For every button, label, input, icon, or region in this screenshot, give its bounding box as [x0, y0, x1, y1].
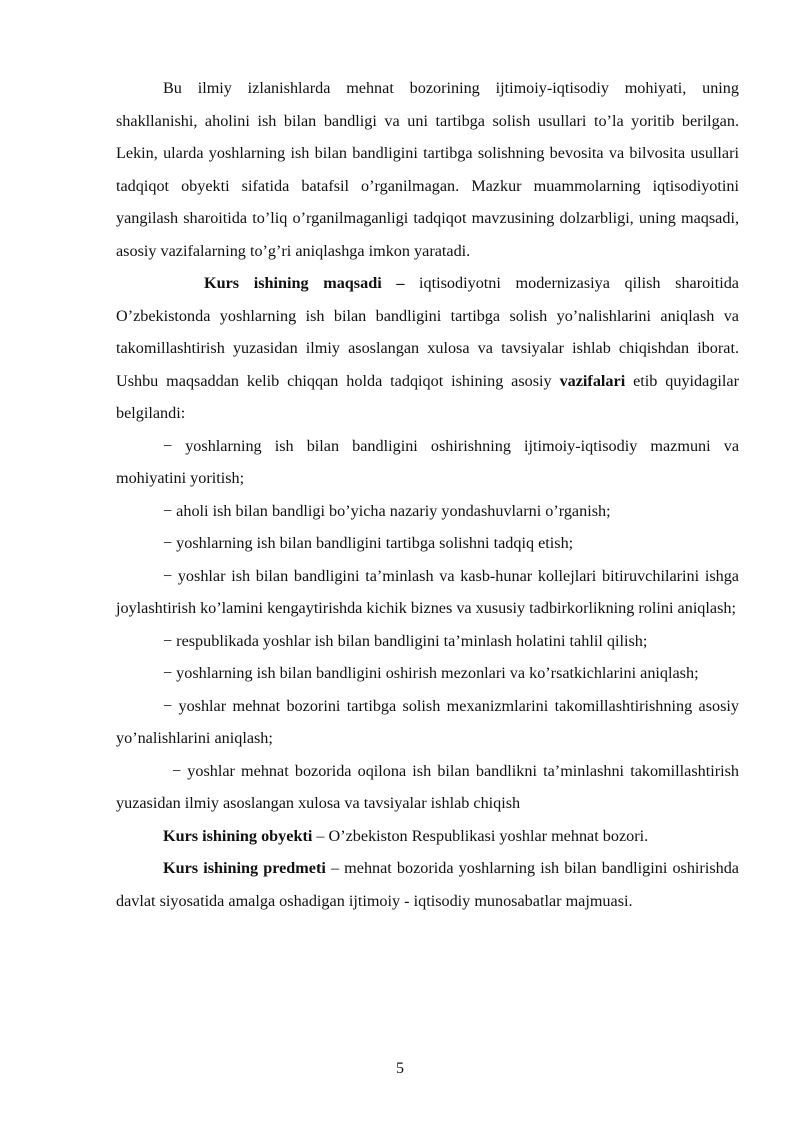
object-text: – O’zbekiston Respublikasi yoshlar mehnat bozori.: [312, 826, 649, 845]
list-item: − yoshlarning ish bilan bandligini tartibga solishni tadqiq etish;: [163, 534, 574, 552]
list-item: − aholi ish bilan bandligi bo’yicha nazariy yondashuvlarni o’rganish;: [163, 501, 611, 520]
object-heading: Kurs ishining obyekti: [163, 826, 313, 845]
list-item: − respublikada yoshlar ish bilan bandligini ta’minlash holatini tahlil qilish;: [163, 631, 648, 650]
paragraph-goal: [116, 267, 739, 430]
paragraph-subject: [116, 852, 739, 917]
goal-text: iqtisodiyotni modernizasiya qilish sharoitida O’zbekistonda yoshlarning ish bilan bandligini tartibga solish yo’nalishlarini aniqlash va takomillashtirish yuzasidan ilmiy asoslangan xulosa va tavsiyalar ishlab chiqishdan iborat. Ushbu maqsaddan kelib chiqqan holda tadqiqot ishining asosiy: [116, 274, 739, 390]
paragraph-intro: Bu ilmiy izlanishlarda mehnat bozorining ijtimoiy-iqtisodiy mohiyati, uning shakllanishi, aholini ish bilan bandligi va uni tartibga solish usullari to’la yoritib berilgan. Lekin, ularda yoshlarning ish bilan bandligini tartibga solishning bevosita va bilvosita usullari tadqiqot obyekti sifatida batafsil o’rganilmagan. Mazkur muammolarning iqtisodiyotini yangilash sharoitida to’liq o’rganilmaganligi tadqiqot mavzusining dolzarbligi, uning maqsadi, asosiy vazifalarning to’g’ri aniqlashga imkon yaratadi.: [116, 79, 739, 260]
tasks-heading: vazifalari: [559, 371, 626, 390]
subject-heading: Kurs ishining predmeti: [163, 859, 326, 877]
list-item: − yoshlar mehnat bozorini tartibga solish mexanizmlarini takomillashtirishning asosiy yo’nalishlarini aniqlash;: [116, 696, 739, 747]
document-page: [116, 72, 739, 917]
list-item: − yoshlarning ish bilan bandligini oshirish mezonlari va ko’rsatkichlarini aniqlash;: [163, 664, 699, 682]
tasks-intro: etib quyidagilar belgilandi:: [116, 371, 739, 422]
list-item: − yoshlarning ish bilan bandligini oshirishning ijtimoiy-iqtisodiy mazmuni va mohiyatini yoritish;: [116, 436, 739, 487]
list-item: − yoshlar mehnat bozorida oqilona ish bilan bandlikni ta’minlashni takomillashtirish yuzasidan ilmiy asoslangan xulosa va tavsiyalar ishlab chiqish: [116, 761, 739, 812]
page-number: 5: [396, 1060, 404, 1077]
paragraph-object: [116, 820, 739, 853]
goal-heading: Kurs ishining maqsadi –: [204, 274, 405, 292]
list-item: − yoshlar ish bilan bandligini ta’minlash va kasb-hunar kollejlari bitiruvchilarini ishga joylashtirish ko’lamini kengaytirishda kichik biznes va xususiy tadbirkorlikning rolini aniqlash;: [116, 566, 739, 617]
subject-text: – mehnat bozorida yoshlarning ish bilan bandligini oshirishda davlat siyosatida amalga oshadigan ijtimoiy - iqtisodiy munosabatlar majmuasi.: [116, 859, 739, 910]
